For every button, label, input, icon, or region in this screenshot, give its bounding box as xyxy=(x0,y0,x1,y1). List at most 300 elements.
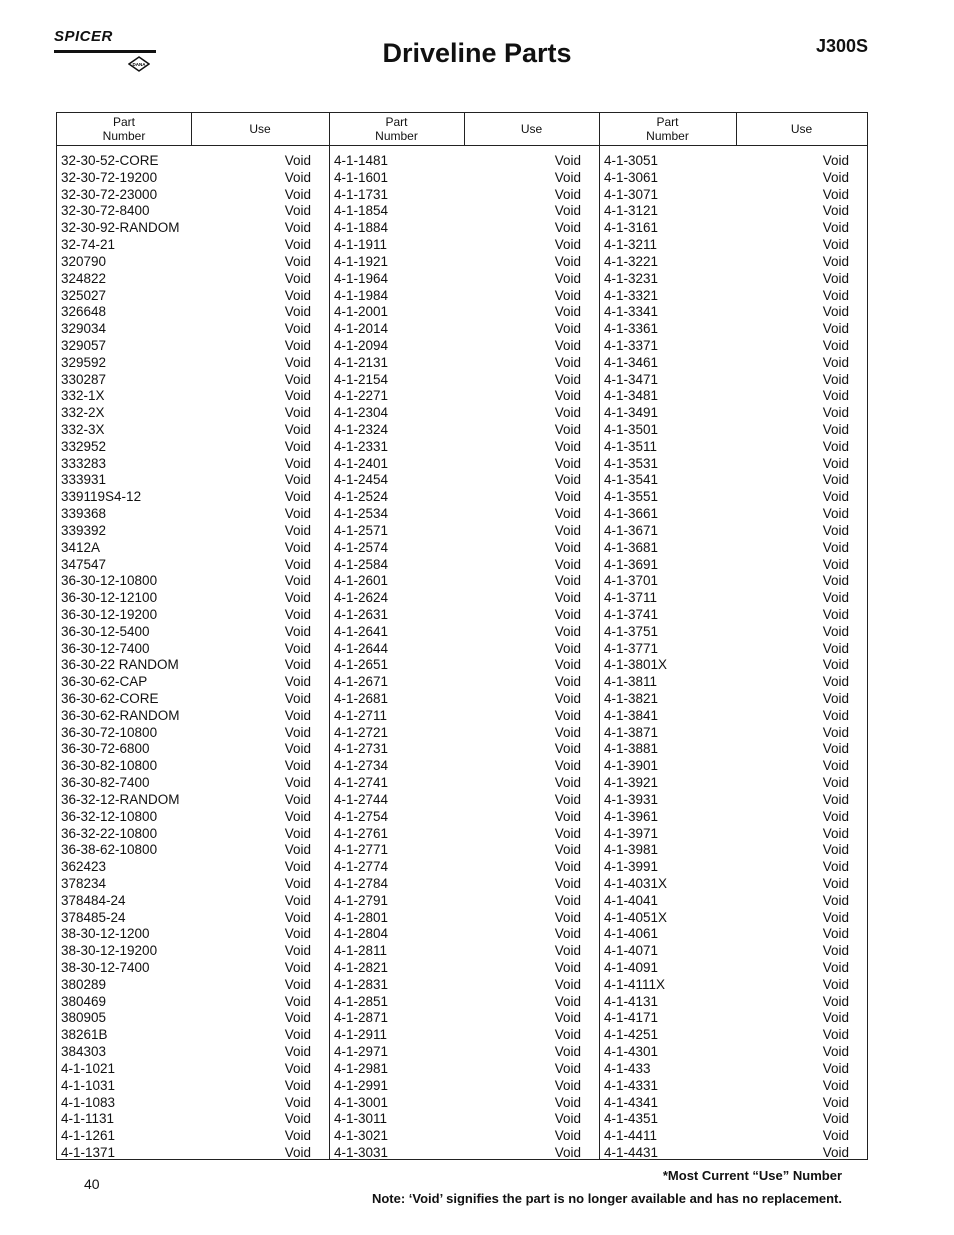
use-cell: Void xyxy=(822,674,849,690)
part-number-cell: 32-30-72-19200 xyxy=(61,169,158,185)
table-row xyxy=(600,910,867,927)
part-number-cell: 4-1-1131 xyxy=(61,1111,115,1127)
use-cell: Void xyxy=(554,455,581,471)
use-cell: Void xyxy=(822,993,849,1009)
use-cell: Void xyxy=(284,270,311,286)
use-cell: Void xyxy=(284,321,311,337)
table-row xyxy=(600,842,867,859)
part-number-cell: 4-1-2641 xyxy=(334,623,389,639)
use-cell: Void xyxy=(554,926,581,942)
table-row xyxy=(330,657,599,674)
table-row xyxy=(330,859,599,876)
table-row xyxy=(600,1095,867,1112)
part-number-cell: 384303 xyxy=(61,1044,107,1060)
use-cell: Void xyxy=(284,808,311,824)
use-cell: Void xyxy=(554,253,581,269)
part-number-cell: 36-30-12-12100 xyxy=(61,590,158,606)
use-cell: Void xyxy=(554,606,581,622)
table-row xyxy=(600,170,867,187)
use-cell: Void xyxy=(554,237,581,253)
header-divider xyxy=(736,113,737,145)
part-number-cell: 4-1-3991 xyxy=(604,859,659,875)
part-number-cell: 4-1-4171 xyxy=(604,1010,659,1026)
table-row xyxy=(600,1044,867,1061)
use-cell: Void xyxy=(284,388,311,404)
table-row xyxy=(600,338,867,355)
table-row xyxy=(330,355,599,372)
table-row xyxy=(57,977,329,994)
use-cell: Void xyxy=(554,791,581,807)
part-number-cell: 332-1X xyxy=(61,388,105,404)
use-cell: Void xyxy=(554,186,581,202)
part-number-cell: 4-1-3701 xyxy=(604,573,659,589)
table-row xyxy=(57,422,329,439)
table-row xyxy=(330,1111,599,1128)
part-number-cell: 4-1-3461 xyxy=(604,354,659,370)
table-row xyxy=(57,691,329,708)
table-row xyxy=(330,573,599,590)
part-number-cell: 4-1-2401 xyxy=(334,455,389,471)
table-row xyxy=(57,489,329,506)
table-row xyxy=(57,304,329,321)
use-cell: Void xyxy=(284,623,311,639)
part-number-cell: 4-1-433 xyxy=(604,1060,651,1076)
use-cell: Void xyxy=(822,472,849,488)
part-number-cell: 4-1-3071 xyxy=(604,186,659,202)
use-cell: Void xyxy=(822,640,849,656)
part-number-cell: 4-1-2821 xyxy=(334,960,389,975)
table-row xyxy=(330,1061,599,1078)
use-cell: Void xyxy=(284,892,311,908)
table-row xyxy=(600,489,867,506)
part-number-cell: 4-1-3481 xyxy=(604,388,659,404)
header-use-2: Use xyxy=(520,122,543,136)
table-row xyxy=(330,674,599,691)
use-cell: Void xyxy=(822,909,849,925)
table-row xyxy=(330,708,599,725)
header-part-number-2: Part Number xyxy=(375,115,418,143)
use-cell: Void xyxy=(554,573,581,589)
use-cell: Void xyxy=(822,590,849,606)
part-number-cell: 4-1-3981 xyxy=(604,842,659,858)
use-cell: Void xyxy=(284,875,311,891)
table-row xyxy=(57,321,329,338)
part-number-cell: 4-1-2001 xyxy=(334,304,389,320)
table-row xyxy=(57,271,329,288)
use-cell: Void xyxy=(822,489,849,505)
table-row xyxy=(57,826,329,843)
use-cell: Void xyxy=(822,1094,849,1110)
part-number-cell: 4-1-4331 xyxy=(604,1077,659,1093)
part-number-cell: 333931 xyxy=(61,472,107,488)
part-number-cell: 4-1-3691 xyxy=(604,556,659,572)
part-number-cell: 380469 xyxy=(61,993,107,1009)
part-number-cell: 4-1-4431 xyxy=(604,1144,659,1160)
use-cell: Void xyxy=(554,153,581,168)
part-number-cell: 38261B xyxy=(61,1027,108,1043)
catalog-code: J300S xyxy=(815,36,868,56)
part-number-cell: 4-1-3671 xyxy=(604,522,659,538)
header-divider xyxy=(464,113,465,145)
use-cell: Void xyxy=(284,825,311,841)
table-row xyxy=(600,540,867,557)
table-row xyxy=(330,926,599,943)
use-cell: Void xyxy=(284,337,311,353)
use-cell: Void xyxy=(554,691,581,706)
table-row xyxy=(330,826,599,843)
use-cell: Void xyxy=(554,909,581,925)
part-number-cell: 4-1-2784 xyxy=(334,875,389,891)
table-row xyxy=(57,203,329,220)
use-cell: Void xyxy=(284,791,311,807)
table-row xyxy=(600,506,867,523)
use-cell: Void xyxy=(284,153,311,168)
use-cell: Void xyxy=(822,758,849,774)
part-number-cell: 4-1-2601 xyxy=(334,573,389,589)
part-number-cell: 4-1-3881 xyxy=(604,741,659,757)
table-row xyxy=(600,859,867,876)
use-cell: Void xyxy=(822,825,849,841)
use-cell: Void xyxy=(822,337,849,353)
part-number-cell: 4-1-4131 xyxy=(604,993,659,1009)
part-number-cell: 36-30-82-10800 xyxy=(61,758,158,774)
part-number-cell: 4-1-2981 xyxy=(334,1060,389,1076)
part-number-cell: 4-1-3021 xyxy=(334,1128,389,1144)
table-row xyxy=(330,388,599,405)
table-row xyxy=(600,187,867,204)
use-cell: Void xyxy=(822,556,849,572)
use-cell: Void xyxy=(554,388,581,404)
part-number-cell: 4-1-2014 xyxy=(334,321,389,337)
table-row xyxy=(330,405,599,422)
part-number-cell: 36-30-22 RANDOM xyxy=(61,657,179,673)
table-row xyxy=(600,271,867,288)
table-row xyxy=(57,573,329,590)
table-row xyxy=(600,1111,867,1128)
table-row xyxy=(57,725,329,742)
part-number-cell: 4-1-3971 xyxy=(604,825,659,841)
use-cell: Void xyxy=(554,623,581,639)
part-number-cell: 36-30-12-19200 xyxy=(61,606,158,622)
use-cell: Void xyxy=(822,623,849,639)
part-number-cell: 332-3X xyxy=(61,422,105,437)
table-row xyxy=(57,338,329,355)
table-row xyxy=(57,456,329,473)
part-number-cell: 4-1-4051X xyxy=(604,909,668,925)
use-cell: Void xyxy=(554,724,581,740)
use-cell: Void xyxy=(554,842,581,858)
use-cell: Void xyxy=(554,1010,581,1026)
use-cell: Void xyxy=(284,926,311,942)
footnote-void: Note: ‘Void’ signifies the part is no longer available and has no replacement. xyxy=(371,1191,842,1206)
use-cell: Void xyxy=(284,960,311,975)
table-row xyxy=(600,775,867,792)
table-row xyxy=(600,321,867,338)
part-number-cell: 4-1-3001 xyxy=(334,1094,389,1110)
part-number-cell: 4-1-3011 xyxy=(334,1111,388,1127)
part-number-cell: 4-1-2801 xyxy=(334,909,389,925)
use-cell: Void xyxy=(822,422,849,437)
use-cell: Void xyxy=(554,859,581,875)
part-number-cell: 38-30-12-1200 xyxy=(61,926,150,942)
table-row xyxy=(57,741,329,758)
part-number-cell: 4-1-3821 xyxy=(604,691,659,706)
table-row xyxy=(600,809,867,826)
use-cell: Void xyxy=(554,506,581,522)
use-cell: Void xyxy=(284,1027,311,1043)
use-cell: Void xyxy=(284,405,311,421)
use-cell: Void xyxy=(554,640,581,656)
use-cell: Void xyxy=(284,1144,311,1160)
table-row xyxy=(600,590,867,607)
table-row xyxy=(330,910,599,927)
table-row xyxy=(57,674,329,691)
table-row xyxy=(330,691,599,708)
table-row xyxy=(330,792,599,809)
use-cell: Void xyxy=(822,926,849,942)
use-cell: Void xyxy=(284,237,311,253)
part-number-cell: 4-1-3491 xyxy=(604,405,659,421)
table-row xyxy=(57,254,329,271)
use-cell: Void xyxy=(822,1111,849,1127)
table-row xyxy=(57,809,329,826)
use-cell: Void xyxy=(822,1044,849,1060)
table-row xyxy=(57,187,329,204)
part-number-cell: 4-1-1601 xyxy=(334,169,389,185)
part-number-cell: 378484-24 xyxy=(61,892,126,908)
table-row xyxy=(330,1044,599,1061)
use-cell: Void xyxy=(822,455,849,471)
use-cell: Void xyxy=(822,808,849,824)
part-number-cell: 339368 xyxy=(61,506,107,522)
table-row xyxy=(57,439,329,456)
table-row xyxy=(57,405,329,422)
part-number-cell: 32-30-52-CORE xyxy=(61,153,159,168)
use-cell: Void xyxy=(822,741,849,757)
use-cell: Void xyxy=(822,775,849,791)
use-cell: Void xyxy=(284,489,311,505)
table-row xyxy=(330,876,599,893)
part-number-cell: 329034 xyxy=(61,321,107,337)
part-number-cell: 4-1-3051 xyxy=(604,153,659,168)
use-cell: Void xyxy=(822,153,849,168)
use-cell: Void xyxy=(822,842,849,858)
part-number-cell: 4-1-4301 xyxy=(604,1044,659,1060)
part-number-cell: 4-1-1884 xyxy=(334,220,389,236)
use-cell: Void xyxy=(822,1010,849,1026)
table-row xyxy=(57,372,329,389)
part-number-cell: 4-1-3121 xyxy=(604,203,659,219)
use-cell: Void xyxy=(554,1094,581,1110)
part-number-cell: 4-1-1021 xyxy=(61,1060,116,1076)
table-row xyxy=(600,355,867,372)
part-number-cell: 4-1-1731 xyxy=(334,186,389,202)
part-number-cell: 36-30-12-5400 xyxy=(61,623,150,639)
part-number-cell: 32-30-72-23000 xyxy=(61,186,158,202)
use-cell: Void xyxy=(284,993,311,1009)
table-row xyxy=(600,1078,867,1095)
table-row xyxy=(600,1010,867,1027)
use-cell: Void xyxy=(554,976,581,992)
table-row xyxy=(600,994,867,1011)
table-row xyxy=(330,1128,599,1145)
table-row xyxy=(330,775,599,792)
use-cell: Void xyxy=(554,489,581,505)
use-cell: Void xyxy=(284,657,311,673)
use-cell: Void xyxy=(284,1111,311,1127)
part-number-cell: 4-1-2524 xyxy=(334,489,389,505)
part-number-cell: 4-1-4411 xyxy=(604,1128,658,1144)
part-number-cell: 36-30-82-7400 xyxy=(61,775,150,791)
table-row xyxy=(330,187,599,204)
table-row xyxy=(57,388,329,405)
table-row xyxy=(600,472,867,489)
use-cell: Void xyxy=(554,1144,581,1160)
table-row xyxy=(57,1095,329,1112)
use-cell: Void xyxy=(554,1060,581,1076)
table-row xyxy=(600,741,867,758)
table-row xyxy=(600,1027,867,1044)
part-number-cell: 4-1-2991 xyxy=(334,1077,389,1093)
part-number-cell: 378485-24 xyxy=(61,909,126,925)
use-cell: Void xyxy=(554,741,581,757)
part-number-cell: 4-1-2774 xyxy=(334,859,389,875)
use-cell: Void xyxy=(822,724,849,740)
table-row xyxy=(330,590,599,607)
table-row xyxy=(57,1128,329,1145)
table-row xyxy=(600,523,867,540)
use-cell: Void xyxy=(284,169,311,185)
part-number-cell: 4-1-2131 xyxy=(334,354,389,370)
use-cell: Void xyxy=(822,203,849,219)
use-cell: Void xyxy=(822,859,849,875)
header-divider xyxy=(191,113,192,145)
part-number-cell: 4-1-1261 xyxy=(61,1128,116,1144)
part-number-cell: 4-1-2731 xyxy=(334,741,389,757)
part-number-cell: 4-1-3931 xyxy=(604,791,659,807)
use-cell: Void xyxy=(822,691,849,706)
table-row xyxy=(600,792,867,809)
part-number-cell: 324822 xyxy=(61,270,107,286)
use-cell: Void xyxy=(554,321,581,337)
use-cell: Void xyxy=(822,657,849,673)
use-cell: Void xyxy=(554,808,581,824)
use-cell: Void xyxy=(554,371,581,387)
part-number-cell: 4-1-2644 xyxy=(334,640,389,656)
table-row xyxy=(330,1145,599,1162)
part-number-cell: 4-1-2651 xyxy=(334,657,389,673)
table-row xyxy=(57,288,329,305)
use-cell: Void xyxy=(554,556,581,572)
use-cell: Void xyxy=(554,758,581,774)
use-cell: Void xyxy=(284,438,311,454)
use-cell: Void xyxy=(822,506,849,522)
use-cell: Void xyxy=(554,169,581,185)
table-row xyxy=(330,472,599,489)
table-row xyxy=(330,170,599,187)
part-number-cell: 4-1-2761 xyxy=(334,825,389,841)
table-row xyxy=(600,876,867,893)
table-row xyxy=(57,792,329,809)
use-cell: Void xyxy=(284,640,311,656)
use-cell: Void xyxy=(554,220,581,236)
table-row xyxy=(330,758,599,775)
part-number-cell: 4-1-3031 xyxy=(334,1144,389,1160)
use-cell: Void xyxy=(822,875,849,891)
table-row xyxy=(57,523,329,540)
part-number-cell: 4-1-3751 xyxy=(604,623,659,639)
part-number-cell: 4-1-3661 xyxy=(604,506,659,522)
table-row xyxy=(600,439,867,456)
use-cell: Void xyxy=(554,943,581,959)
part-number-cell: 332952 xyxy=(61,438,107,454)
part-number-cell: 332-2X xyxy=(61,405,105,421)
part-number-cell: 4-1-3501 xyxy=(604,422,659,437)
part-number-cell: 329592 xyxy=(61,354,107,370)
table-row xyxy=(600,641,867,658)
part-number-cell: 4-1-4351 xyxy=(604,1111,659,1127)
table-row xyxy=(57,1111,329,1128)
use-cell: Void xyxy=(822,892,849,908)
table-row xyxy=(330,237,599,254)
part-number-cell: 36-38-62-10800 xyxy=(61,842,158,858)
part-number-cell: 4-1-2871 xyxy=(334,1010,389,1026)
table-row xyxy=(57,355,329,372)
part-number-cell: 4-1-2911 xyxy=(334,1027,388,1043)
use-cell: Void xyxy=(822,539,849,555)
part-number-cell: 4-1-2331 xyxy=(334,438,389,454)
part-number-cell: 380905 xyxy=(61,1010,107,1026)
table-row xyxy=(600,456,867,473)
page-title: Driveline Parts xyxy=(382,38,572,68)
table-row xyxy=(600,405,867,422)
part-number-cell: 4-1-2754 xyxy=(334,808,389,824)
use-cell: Void xyxy=(554,354,581,370)
table-row xyxy=(330,271,599,288)
use-cell: Void xyxy=(822,606,849,622)
part-number-cell: 4-1-2681 xyxy=(334,691,389,706)
part-number-cell: 4-1-2711 xyxy=(334,707,388,723)
part-number-cell: 36-32-12-RANDOM xyxy=(61,791,180,807)
part-number-cell: 36-30-12-10800 xyxy=(61,573,158,589)
part-number-cell: 326648 xyxy=(61,304,107,320)
part-number-cell: 329057 xyxy=(61,337,107,353)
use-cell: Void xyxy=(284,522,311,538)
part-number-cell: 38-30-12-7400 xyxy=(61,960,150,975)
use-cell: Void xyxy=(822,791,849,807)
table-row xyxy=(600,203,867,220)
use-cell: Void xyxy=(554,825,581,841)
part-number-cell: 4-1-3371 xyxy=(604,337,659,353)
part-number-cell: 4-1-1083 xyxy=(61,1094,116,1110)
table-row xyxy=(600,372,867,389)
part-number-cell: 4-1-3321 xyxy=(604,287,659,303)
part-number-cell: 4-1-4111X xyxy=(604,976,666,992)
use-cell: Void xyxy=(284,590,311,606)
table-row xyxy=(57,708,329,725)
use-cell: Void xyxy=(822,960,849,975)
use-cell: Void xyxy=(284,606,311,622)
table-row xyxy=(57,557,329,574)
part-number-cell: 36-30-62-CORE xyxy=(61,691,159,706)
use-cell: Void xyxy=(284,775,311,791)
use-cell: Void xyxy=(284,539,311,555)
table-row xyxy=(600,388,867,405)
part-number-cell: 4-1-2304 xyxy=(334,405,389,421)
use-cell: Void xyxy=(822,321,849,337)
part-number-cell: 4-1-3801X xyxy=(604,657,668,673)
use-cell: Void xyxy=(822,1060,849,1076)
